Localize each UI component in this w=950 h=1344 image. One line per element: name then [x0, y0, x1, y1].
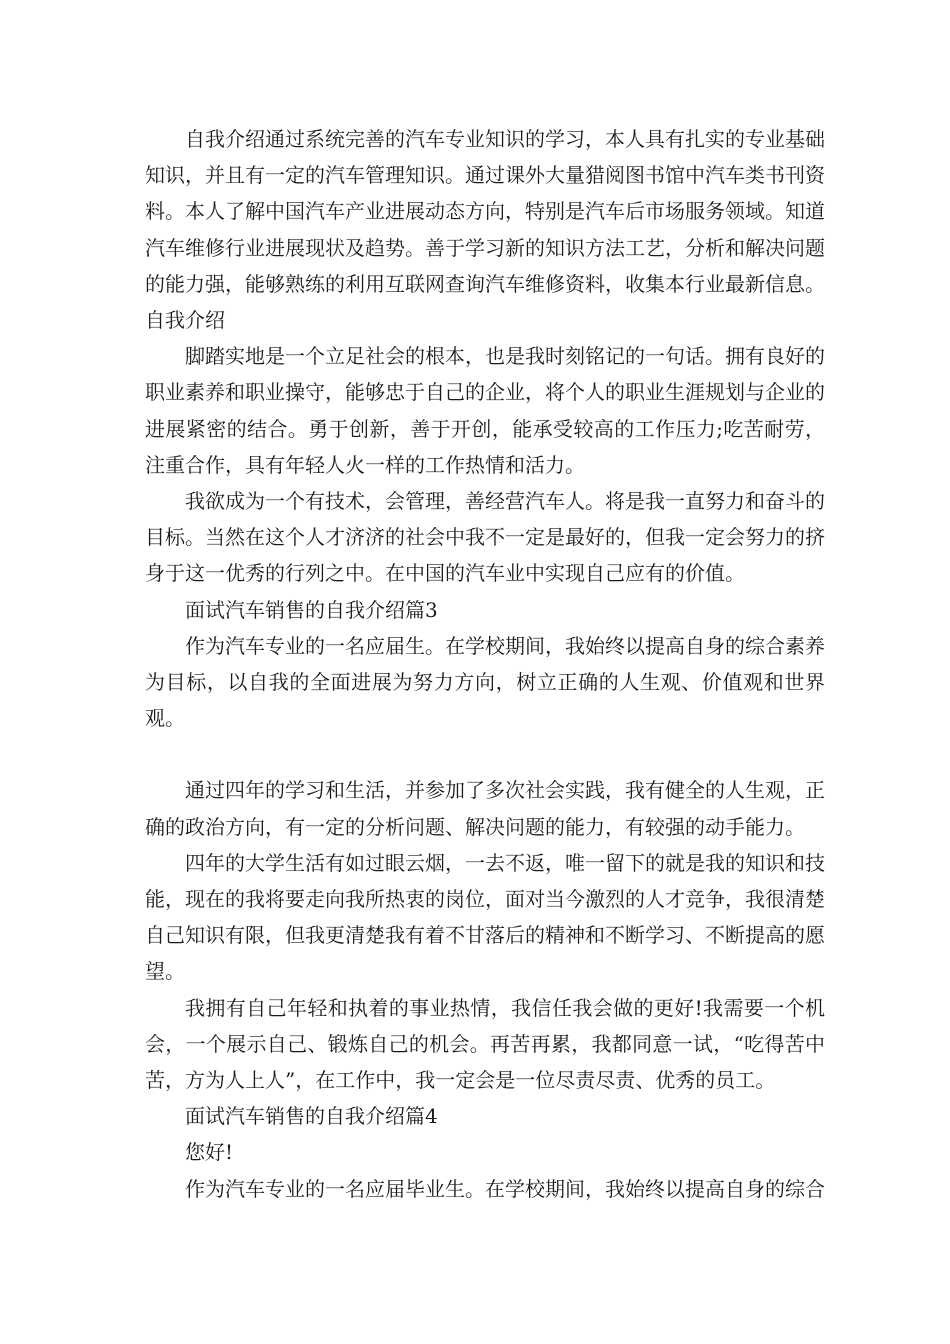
paragraph-intro-knowledge: 自我介绍通过系统完善的汽车专业知识的学习，本人具有扎实的专业基础知识，并且有一定的汽车管理知识。通过课外大量猎阅图书馆中汽车类书刊资料。本人了解中国汽车产业进展动态方向，特别是汽车后市场服务领域。知道汽车维修行业进展现状及趋势。善于学习新的知识方法工艺，分析和解决问题的能力强，能够熟练的利用互联网查询汽车维修资料，收集本行业最新信息。 [145, 127, 825, 296]
paragraph-down-to-earth: 脚踏实地是一个立足社会的根本，也是我时刻铭记的一句话。拥有良好的职业素养和职业操守，能够忠于自己的企业，将个人的职业生涯规划与企业的进展紧密的结合。勇于创新，善于开创，能承受较高的工作压力;吃苦耐劳，注重合作，具有年轻人火一样的工作热情和活力。 [145, 344, 825, 477]
heading-part-3: 面试汽车销售的自我介绍篇3 [185, 597, 438, 622]
heading-part-4: 面试汽车销售的自我介绍篇4 [185, 1104, 438, 1129]
paragraph-career-goal: 我欲成为一个有技术，会管理，善经营汽车人。将是我一直努力和奋斗的目标。当然在这个人才济济的社会中我不一定是最好的，但我一定会努力的挤身于这一优秀的行列之中。在中国的汽车业中实现自己应有的价值。 [145, 489, 825, 586]
paragraph-four-years-study: 通过四年的学习和生活，并参加了多次社会实践，我有健全的人生观，正确的政治方向，有一定的分析问题、解决问题的能力，有较强的动手能力。 [145, 778, 825, 839]
greeting: 您好! [185, 1140, 234, 1165]
section-label-self-intro: 自我介绍 [145, 308, 225, 333]
paragraph-passion: 我拥有自己年轻和执着的事业热情，我信任我会做的更好!我需要一个机会，一个展示自己、锻炼自己的机会。再苦再累，我都同意一试，“吃得苦中苦，方为人上人”，在工作中，我一定会是一位尽责尽责、优秀的员工。 [145, 995, 825, 1093]
paragraph-university-life: 四年的大学生活有如过眼云烟，一去不返，唯一留下的就是我的知识和技能，现在的我将要走向我所热衷的岗位，面对当今激烈的人才竞争，我很清楚自己知识有限，但我更清楚我有着不甘落后的精神和不断学习、不断提高的愿望。 [145, 850, 825, 984]
paragraph-graduate-goal: 作为汽车专业的一名应届生。在学校期间，我始终以提高自身的综合素养为目标，以自我的全面进展为努力方向，树立正确的人生观、价值观和世界观。 [145, 633, 825, 731]
document-body [145, 121, 825, 1207]
paragraph-graduate-intro: 作为汽车专业的一名应届毕业生。在学校期间，我始终以提高自身的综合 [185, 1176, 825, 1201]
blank-line [145, 736, 825, 772]
